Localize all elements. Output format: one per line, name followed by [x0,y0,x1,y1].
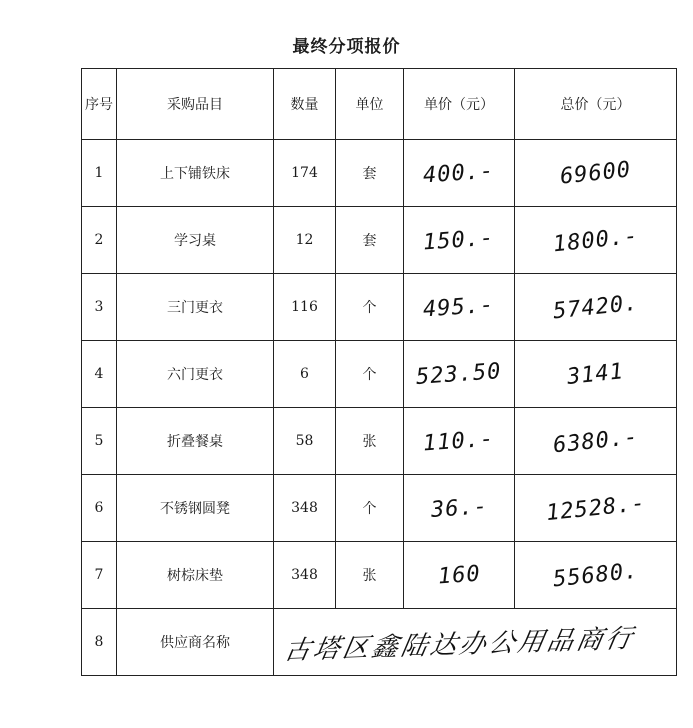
cell-seq: 8 [82,609,117,676]
cell-seq: 2 [82,207,117,274]
handwritten-unit-price: 495.- [422,292,496,322]
cell-item: 六门更衣 [117,341,274,408]
cell-item: 三门更衣 [117,274,274,341]
table-row [82,140,677,207]
table-row [82,408,677,475]
cell-item: 上下铺铁床 [117,140,274,207]
cell-unit: 张 [336,542,404,609]
handwritten-supplier-name: 古塔区鑫陆达办公用品商行 [281,623,638,666]
cell-qty: 348 [274,475,336,542]
cell-total-price [515,274,677,341]
cell-unit-price [404,341,515,408]
cell-item: 不锈钢圆凳 [117,475,274,542]
cell-qty: 348 [274,542,336,609]
cell-total-price [515,341,677,408]
header-item: 采购品目 [117,69,274,140]
header-qty: 数量 [274,69,336,140]
cell-seq: 3 [82,274,117,341]
cell-item: 树棕床垫 [117,542,274,609]
cell-qty: 174 [274,140,336,207]
cell-qty: 12 [274,207,336,274]
cell-unit-price [404,140,515,207]
handwritten-total-price: 1800.- [551,223,640,257]
handwritten-unit-price: 160 [436,561,482,589]
supplier-row [82,609,677,676]
table-row [82,542,677,609]
table-row [82,475,677,542]
quote-table [81,68,677,676]
table-row [82,341,677,408]
cell-unit: 套 [336,140,404,207]
handwritten-total-price: 57420. [551,290,640,324]
header-total-price: 总价（元） [515,69,677,140]
cell-item: 学习桌 [117,207,274,274]
cell-total-price [515,207,677,274]
page-title: 最终分项报价 [292,37,401,57]
table-header-row [82,69,677,140]
cell-unit-price [404,408,515,475]
cell-unit: 个 [336,475,404,542]
supplier-label: 供应商名称 [117,609,274,676]
cell-qty: 58 [274,408,336,475]
handwritten-unit-price: 150.- [422,225,496,255]
cell-unit-price [404,475,515,542]
cell-unit: 个 [336,341,404,408]
handwritten-unit-price: 523.50 [415,358,503,390]
cell-unit-price [404,542,515,609]
handwritten-total-price: 12528.- [544,490,647,526]
table-row [82,274,677,341]
cell-seq: 4 [82,341,117,408]
cell-seq: 5 [82,408,117,475]
cell-seq: 6 [82,475,117,542]
cell-seq: 7 [82,542,117,609]
table-row [82,207,677,274]
cell-unit-price [404,274,515,341]
handwritten-total-price: 69600 [558,156,633,190]
cell-unit: 套 [336,207,404,274]
cell-total-price [515,542,677,609]
handwritten-total-price: 6380.- [551,424,640,458]
handwritten-unit-price: 400.- [422,158,496,188]
cell-total-price [515,140,677,207]
handwritten-unit-price: 36.- [429,493,489,523]
cell-total-price [515,475,677,542]
handwritten-unit-price: 110.- [422,426,496,456]
cell-qty: 116 [274,274,336,341]
supplier-name-cell [274,609,677,676]
header-unit: 单位 [336,69,404,140]
cell-unit: 个 [336,274,404,341]
header-unit-price: 单价（元） [404,69,515,140]
cell-seq: 1 [82,140,117,207]
cell-unit-price [404,207,515,274]
cell-qty: 6 [274,341,336,408]
header-seq: 序号 [82,69,117,140]
handwritten-total-price: 55680. [551,558,640,592]
cell-unit: 张 [336,408,404,475]
cell-item: 折叠餐桌 [117,408,274,475]
cell-total-price [515,408,677,475]
handwritten-total-price: 3141 [565,358,626,390]
